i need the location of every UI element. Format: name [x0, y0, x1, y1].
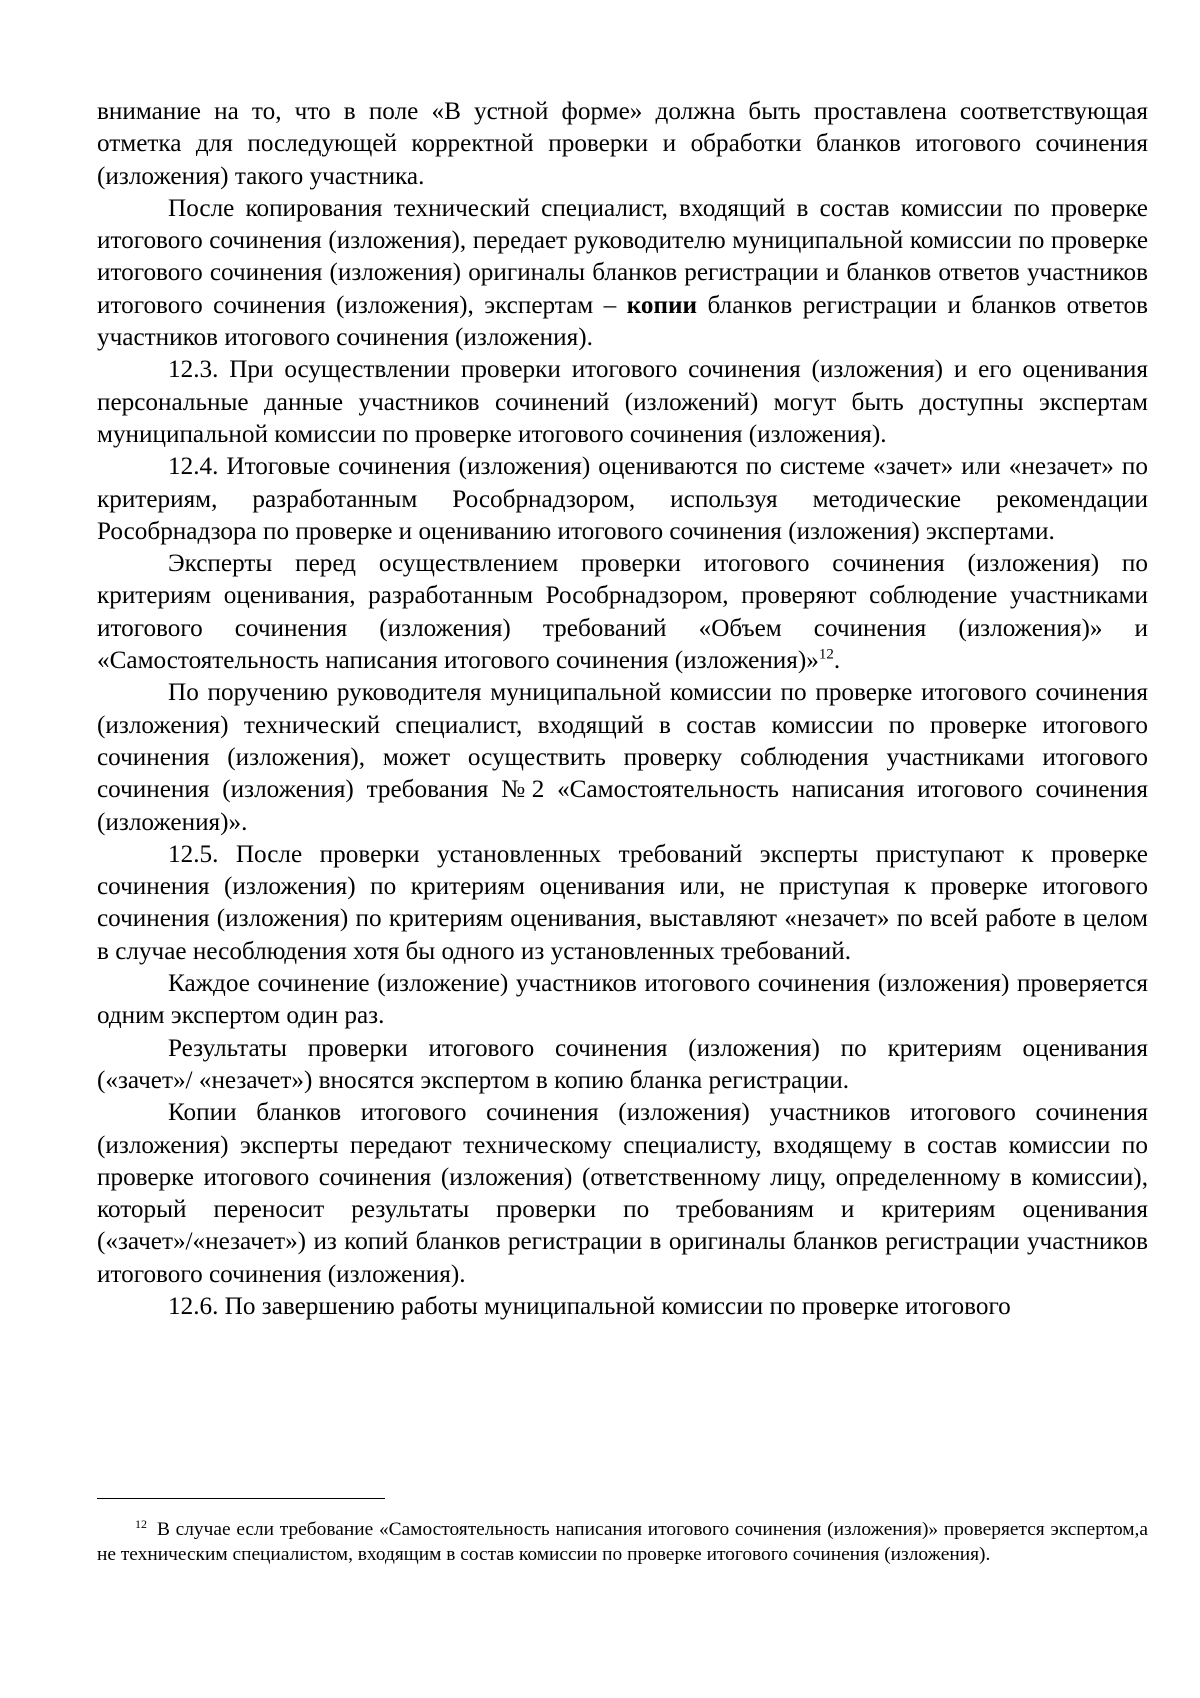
paragraph-copying-part-3: бланков регистрации и бланков ответов участников итогового сочинения (изложения).	[97, 291, 1149, 352]
paragraph-12-3: 12.3. При осуществлении проверки итогового сочинения (изложения) и его оценивания персональные данные участников сочинений (изложений) могут быть доступны экспертам муниципальной комиссии по проверке итогового сочинения (изложения).	[97, 356, 1148, 448]
paragraph-results: Результаты проверки итогового сочинения (изложения) по критериям оценивания («зачет»/ «незачет») вносятся экспертом в копию бланка регистрации.	[97, 1034, 1148, 1094]
paragraph-12-5: 12.5. После проверки установленных требований эксперты приступают к проверке сочинения (изложения) по критериям оценивания или, не приступая к проверке итогового сочинения (изложения) по критериям оценивания, выставляют «незачет» по всей работе в целом в случае несоблюдения хотя бы одного из установленных требований.	[97, 840, 1148, 965]
footnote-reference-12[interactable]: 12	[818, 646, 834, 663]
paragraph-copying-part-1: После копирования технический специалист, входящий в состав комиссии по проверке итогового сочинения (изложения), передает руководителю муниципальной комиссии по проверке итогового сочинения (изложения) оригиналы бланков регистрации и бланков ответов участников итогового сочинения (изложения),	[97, 194, 1148, 319]
paragraph-experts-check-end: .	[833, 647, 841, 675]
paragraph-continuation: внимание на то, что в поле «В устной форме» должна быть проставлена соответствующая отметка для последующей корректной проверки и обработки бланков итогового сочинения (изложения) такого участника.	[97, 98, 1148, 190]
paragraph-copying-part-2: экспертам –	[484, 291, 617, 319]
paragraph-copies-transfer: Копии бланков итогового сочинения (изложения) участников итогового сочинения (изложения) эксперты передают техническому специалисту, входящему в состав комиссии по проверке итогового сочинения (изложения) (ответственному лицу, определенному в комиссии), который переносит результаты проверки по требованиям и критериям оценивания («зачет»/«незачет») из копий бланков регистрации в оригиналы бланков регистрации участников итогового сочинения (изложения).	[97, 1099, 1148, 1288]
paragraph-12-4: 12.4. Итоговые сочинения (изложения) оцениваются по системе «зачет» или «незачет» по критериям, разработанным Рособрнадзором, используя методические рекомендации Рособрнадзора по проверке и оцениванию итогового сочинения (изложения) экспертами.	[97, 453, 1148, 545]
document-body	[97, 96, 1148, 1323]
bold-term-copies: копии	[626, 291, 697, 319]
footnote-text: В случае если требование «Самостоятельность написания итогового сочинения (изложения)» проверяется экспертом,а не техническим специалистом, входящим в состав комиссии по проверке итогового сочинения (изложения).	[97, 1519, 1148, 1565]
paragraph-experts-check-text: Эксперты перед осуществлением проверки итогового сочинения (изложения) по критериям оценивания, разработанным Рособрнадзором, проверяют соблюдение участниками итогового сочинения (изложения) требований «Объем сочинения (изложения)» и «Самостоятельность написания итогового сочинения (изложения)»	[97, 550, 1148, 675]
paragraph-instruction: По поручению руководителя муниципальной комиссии по проверке итогового сочинения (изложения) технический специалист, входящий в состав комиссии по проверке итогового сочинения (изложения), может осуществить проверку соблюдения участниками итогового сочинения (изложения) требования №2 «Самостоятельность написания итогового сочинения (изложения)».	[97, 679, 1148, 836]
footnote-marker: 12	[135, 1516, 147, 1531]
footnote-separator	[97, 1498, 385, 1499]
footnote-12	[97, 1517, 1148, 1567]
paragraph-12-6: 12.6. По завершению работы муниципальной комиссии по проверке итогового	[168, 1292, 1011, 1320]
paragraph-single-check: Каждое сочинение (изложение) участников итогового сочинения (изложения) проверяется одним экспертом один раз.	[97, 970, 1148, 1030]
paragraph-experts-check	[97, 548, 1148, 677]
paragraph-copying	[97, 193, 1148, 354]
